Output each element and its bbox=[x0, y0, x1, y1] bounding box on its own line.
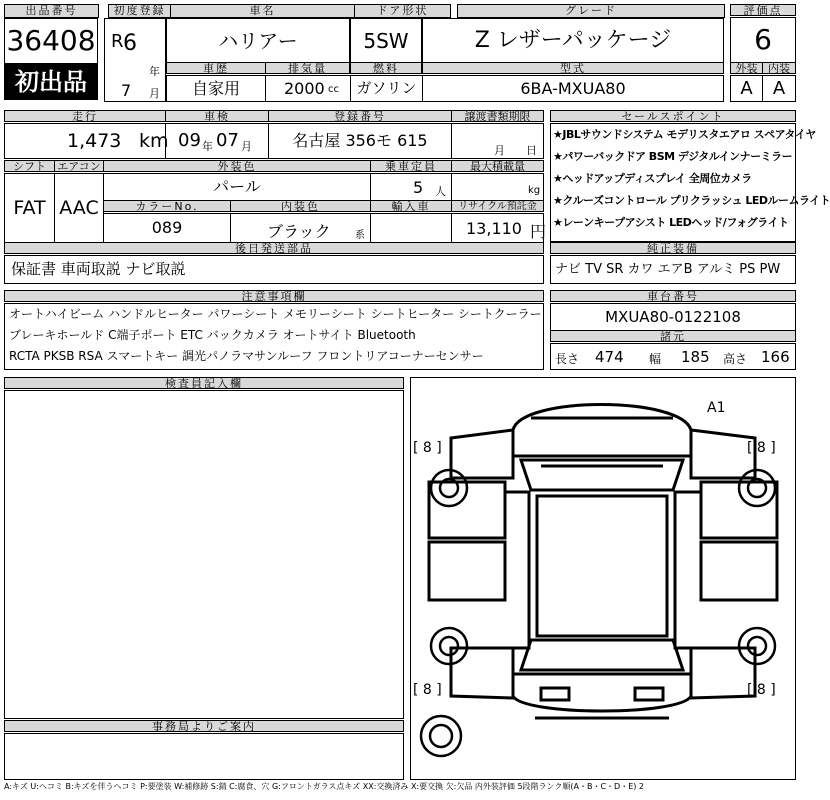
first-reg-box bbox=[104, 18, 166, 102]
interior-color: ブラック bbox=[267, 222, 331, 241]
fuel-box bbox=[350, 75, 423, 102]
history-label: 車歴 bbox=[166, 62, 266, 74]
door-label: ドア形状 bbox=[355, 5, 451, 18]
fuel-label: 燃料 bbox=[350, 62, 422, 74]
interior-score: A bbox=[772, 78, 786, 99]
lot-number: 36408 bbox=[6, 24, 96, 57]
era: R bbox=[111, 31, 124, 52]
score-box bbox=[730, 17, 796, 63]
mileage: 1,473 bbox=[67, 130, 122, 152]
color-label: 外装色 bbox=[103, 160, 371, 172]
year-unit: 年 bbox=[149, 65, 160, 78]
chassis-number: MXUA80-0122108 bbox=[605, 308, 741, 326]
model-box bbox=[422, 75, 724, 102]
load-unit: kg bbox=[528, 185, 541, 196]
exterior-label: 外装 bbox=[730, 62, 763, 74]
dims-box bbox=[550, 343, 796, 370]
notes-line: RCTA PKSB RSA スマートキー 調光パノラマサンルーフ フロントリアコーナーセンサー bbox=[9, 349, 484, 363]
inspector-label: 検査員記入欄 bbox=[4, 377, 404, 389]
mileage-unit: km bbox=[139, 130, 169, 152]
interior-color-box bbox=[230, 213, 371, 243]
mileage-label: 走行 bbox=[4, 110, 166, 122]
length-value: 474 bbox=[595, 348, 624, 366]
first-time-badge: 初出品 bbox=[4, 64, 98, 100]
office-box bbox=[4, 733, 404, 780]
grade-label: グレード bbox=[458, 5, 725, 18]
inspection-year: 09 bbox=[178, 130, 201, 151]
notes-label: 注意事項欄 bbox=[4, 290, 544, 302]
reg-year: 6 bbox=[123, 31, 137, 56]
office-label: 事務局よりご案内 bbox=[4, 720, 404, 732]
height-label: 高さ bbox=[723, 352, 748, 366]
car-name-box bbox=[166, 18, 350, 64]
interior-color-unit: 系 bbox=[355, 230, 365, 241]
exterior-box bbox=[730, 75, 763, 102]
model-label: 型式 bbox=[422, 62, 724, 74]
inspection-month: 07 bbox=[216, 130, 239, 151]
later-parts: 保証書 車両取説 ナビ取説 bbox=[11, 260, 186, 278]
load-box bbox=[451, 173, 544, 201]
door-type: 5SW bbox=[363, 29, 409, 53]
transfer-box bbox=[451, 123, 544, 159]
model: 6BA-MXUA80 bbox=[520, 79, 626, 98]
sales-points-label: セールスポイント bbox=[550, 110, 796, 122]
color-no: 089 bbox=[151, 218, 183, 237]
transfer-label: 譲渡書類期限 bbox=[451, 110, 544, 122]
exterior-score: A bbox=[740, 78, 753, 99]
import-box bbox=[370, 213, 452, 243]
recycle-box bbox=[451, 213, 547, 243]
legend: A:キズ U:ヘコミ B:キズを伴うヘコミ P:要塗装 W:補修跡 S:錆 C:腐食、穴 G:フロントガラス点キズ XX:交換済み X:要交換 欠:欠品 内外装評価 5段階ランク順(A・B・C・D・E) 2 bbox=[4, 782, 645, 791]
lot-label: 出品番号 bbox=[5, 5, 99, 18]
displacement: 2000 bbox=[284, 79, 325, 98]
lot-number-box bbox=[4, 18, 98, 64]
capacity-label: 乗車定員 bbox=[370, 160, 452, 172]
width-value: 185 bbox=[681, 348, 710, 366]
shift: FAT bbox=[13, 197, 46, 219]
notes-line: ブレーキホールド C端子ポート ETC バックカメラ オートサイト Bluetooth bbox=[9, 328, 416, 342]
notes-line: オートハイビーム ハンドルヒーター パワーシート メモリーシート シートヒーター シートクーラー bbox=[9, 307, 542, 321]
shift-box bbox=[4, 173, 55, 243]
displacement-label: 排気量 bbox=[265, 62, 350, 74]
color: パール bbox=[213, 177, 261, 196]
dims-label: 諸元 bbox=[550, 330, 796, 342]
notes-box bbox=[4, 303, 544, 370]
inspection-month-unit: 月 bbox=[241, 140, 252, 153]
inspection-label: 車検 bbox=[165, 110, 269, 122]
history-box bbox=[166, 75, 266, 102]
shift-label: シフト bbox=[4, 160, 55, 172]
equipment-box bbox=[550, 255, 796, 284]
recycle-unit: 円 bbox=[530, 222, 547, 241]
history: 自家用 bbox=[191, 79, 240, 98]
later-label: 後日発送部品 bbox=[4, 242, 544, 254]
height-value: 166 bbox=[761, 348, 790, 366]
ac-label: エアコン bbox=[54, 160, 104, 172]
inspector-box bbox=[4, 390, 404, 719]
sales-points-box bbox=[550, 123, 830, 242]
color-box bbox=[103, 173, 371, 201]
interior-box bbox=[762, 75, 796, 102]
length-label: 長さ bbox=[555, 352, 580, 366]
sales-point-item: ★ヘッドアップディスプレイ 全周位カメラ bbox=[553, 172, 752, 185]
fuel: ガソリン bbox=[356, 79, 417, 97]
mileage-box bbox=[4, 123, 169, 159]
grade: Z レザーパッケージ bbox=[474, 28, 672, 53]
interior-label: 内装 bbox=[762, 62, 796, 74]
plate: 名古屋 356モ 615 bbox=[292, 131, 428, 150]
load-label: 最大積載量 bbox=[451, 160, 544, 172]
ac: AAC bbox=[59, 197, 99, 219]
tire-tag: [ 8 ] bbox=[747, 682, 776, 698]
inspection-box bbox=[165, 123, 269, 159]
score-label: 評価点 bbox=[730, 4, 796, 16]
reg-month: 7 bbox=[121, 81, 132, 100]
sales-point-item: ★パワーバックドア BSM デジタルインナーミラー bbox=[553, 150, 793, 163]
car-diagram-box bbox=[410, 377, 796, 780]
transfer-month-unit: 月 bbox=[494, 144, 505, 157]
later-box bbox=[4, 255, 544, 284]
damage-marker: A1 bbox=[707, 400, 726, 416]
sales-point-item: ★クルーズコントロール プリクラッシュ LEDルームライト bbox=[553, 194, 830, 207]
sales-point-item: ★JBLサウンドシステム モデリスタエアロ スペアタイヤ bbox=[553, 128, 816, 141]
recycle: 13,110 bbox=[466, 219, 522, 238]
width-label: 幅 bbox=[649, 352, 662, 366]
capacity: 5 bbox=[413, 178, 424, 197]
ac-box bbox=[54, 173, 104, 243]
grade-box bbox=[422, 18, 724, 64]
capacity-box bbox=[370, 173, 452, 201]
month-unit: 月 bbox=[149, 87, 160, 100]
plate-label: 登録番号 bbox=[268, 110, 452, 122]
door-box bbox=[350, 18, 422, 64]
transfer-day-unit: 日 bbox=[526, 144, 537, 157]
import-label: 輸入車 bbox=[370, 200, 452, 212]
car-name-label: 車名 bbox=[171, 5, 355, 18]
tire-tag: [ 8 ] bbox=[413, 440, 442, 456]
recycle-label: リサイクル預託金 bbox=[451, 200, 544, 212]
capacity-unit: 人 bbox=[435, 185, 446, 198]
displacement-box bbox=[265, 75, 351, 102]
interior-color-label: 内装色 bbox=[230, 200, 371, 212]
header-table bbox=[4, 4, 725, 18]
tire-tag: [ 8 ] bbox=[413, 682, 442, 698]
sales-point-item: ★レーンキープアシスト LEDヘッド/フォグライト bbox=[553, 216, 789, 229]
inspection-year-unit: 年 bbox=[202, 140, 213, 153]
chassis-label: 車台番号 bbox=[550, 290, 796, 302]
color-no-label: カラーNo. bbox=[103, 200, 231, 212]
tire-tag: [ 8 ] bbox=[747, 440, 776, 456]
car-name: ハリアー bbox=[218, 29, 298, 53]
first-reg-label: 初度登録 bbox=[109, 5, 171, 18]
score: 6 bbox=[754, 23, 772, 56]
chassis-box bbox=[550, 303, 796, 331]
displacement-unit: cc bbox=[328, 84, 339, 95]
equipment-label: 純正装備 bbox=[550, 242, 796, 254]
car-diagram bbox=[411, 378, 795, 779]
equipment: ナビ TV SR カワ エアB アルミ PS PW bbox=[555, 262, 781, 277]
plate-box bbox=[268, 123, 452, 159]
color-no-box bbox=[103, 213, 231, 243]
